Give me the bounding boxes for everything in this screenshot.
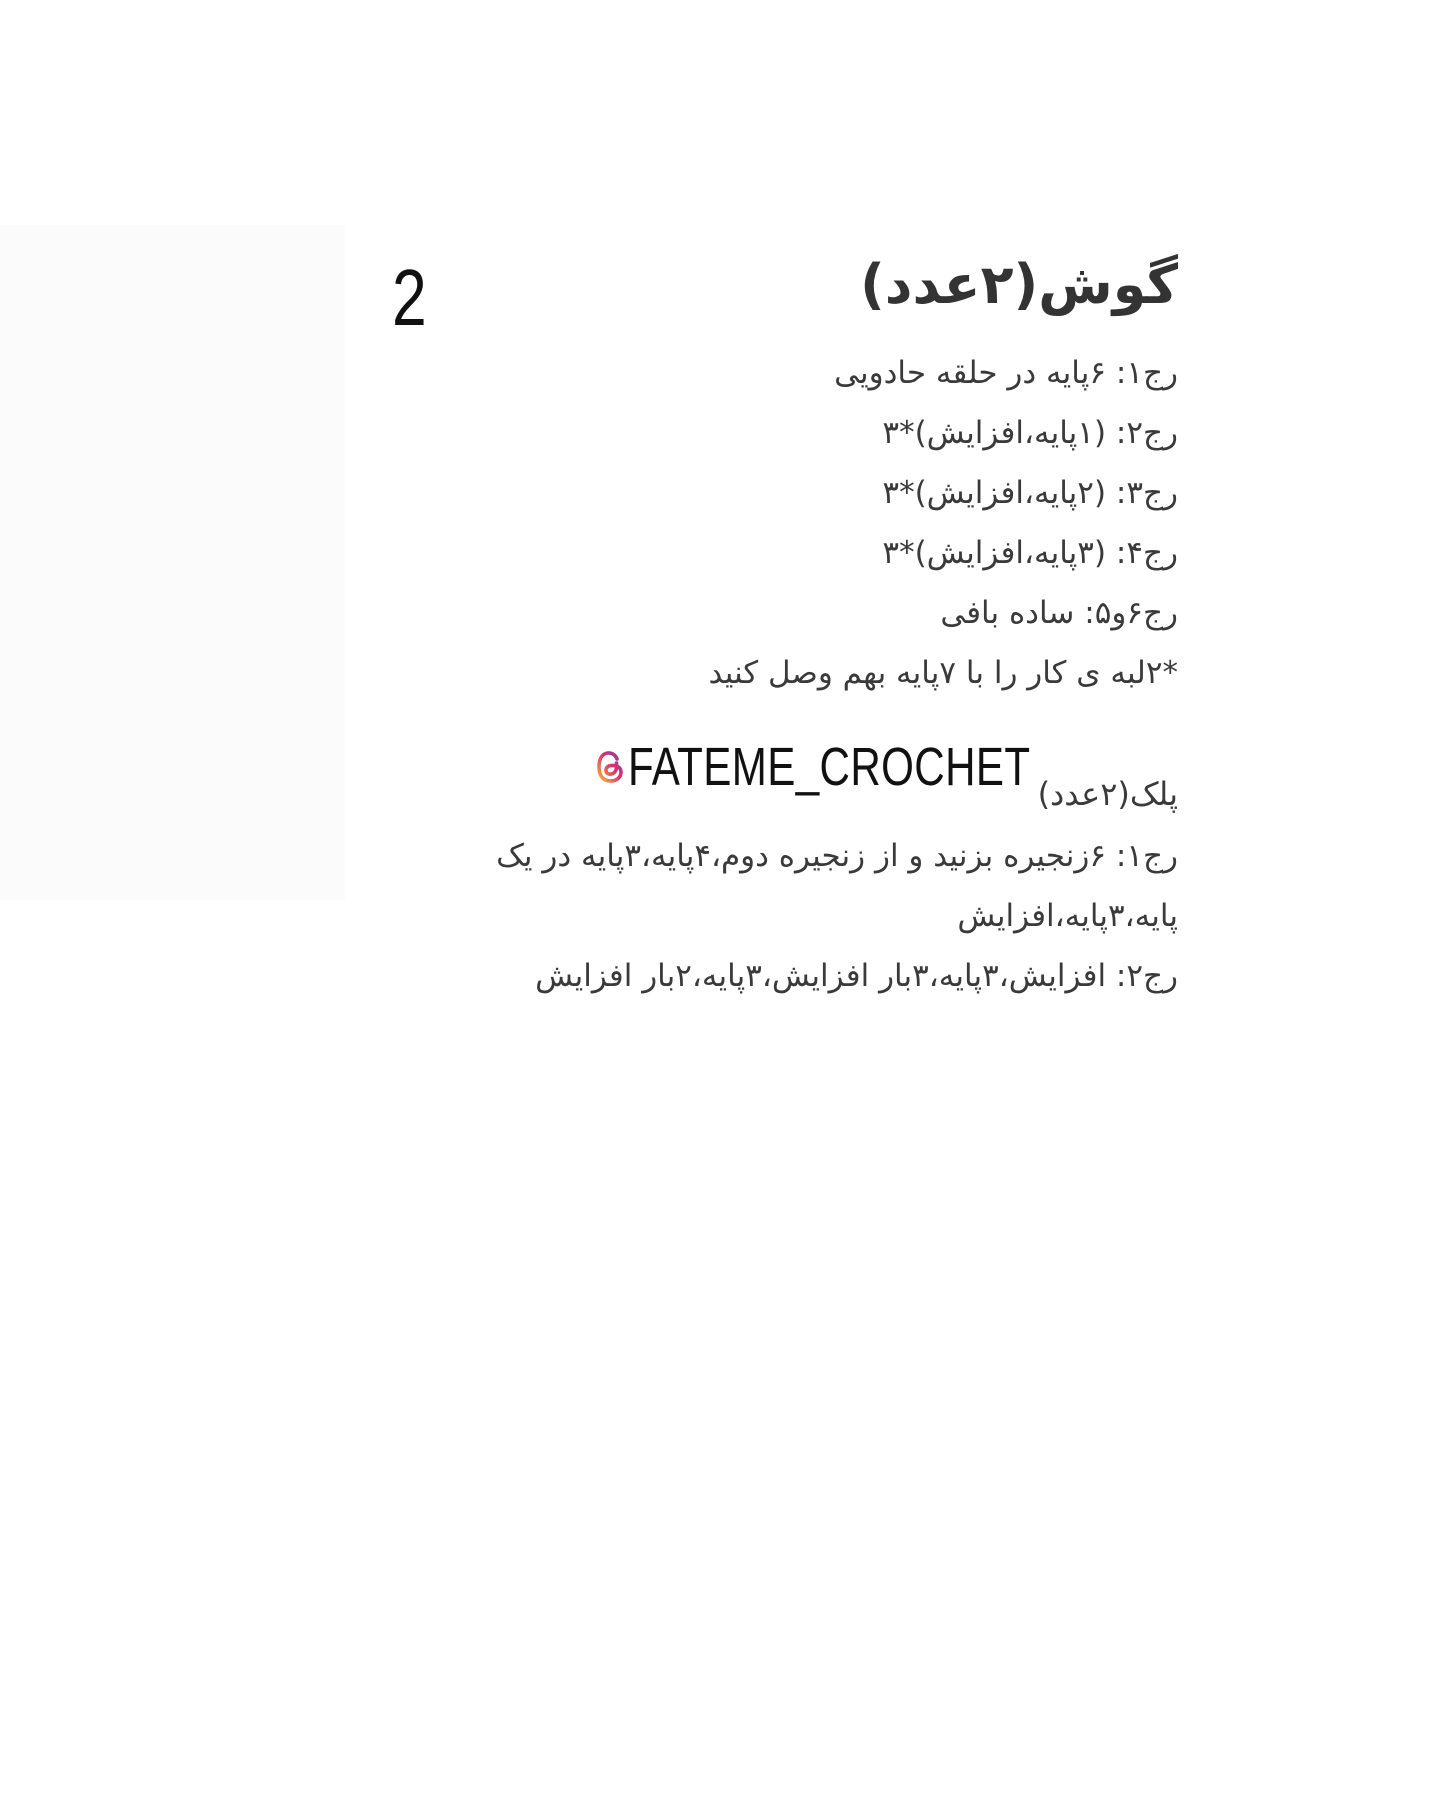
row-1: رج۱: ۶پایه در حلقه حادویی [834,355,1178,391]
section-title-eyelids: پلک(۲عدد) [1037,775,1178,813]
section-title-ears: گوش(۲عدد) [860,253,1178,316]
join-note: *۲لبه ی کار را با ۷پایه بهم وصل کنید [708,655,1178,691]
eyelid-row-1: رج۱: ۶زنجیره بزنید و از زنجیره دوم،۴پایه،۳پایه در یک [496,838,1178,874]
row-5-6: رج۶و۵: ساده بافی [940,595,1178,631]
row-4: رج۴: (۳پایه،افزایش)*۳ [882,535,1178,571]
eyelid-row-1-continued: پایه،۳پایه،افزایش [957,898,1178,934]
handle-text: FATEME_CROCHET [628,737,1031,797]
row-2: رج۲: (۱پایه،افزایش)*۳ [882,415,1178,451]
eyelid-row-2: رج۲: افزایش،۳پایه،۳بار افزایش،۳پایه،۲بار افزایش [535,958,1178,994]
threads-icon [594,747,626,787]
row-3: رج۳: (۲پایه،افزایش)*۳ [882,475,1178,511]
background-panel [0,225,345,900]
page-number: 2 [392,253,427,342]
